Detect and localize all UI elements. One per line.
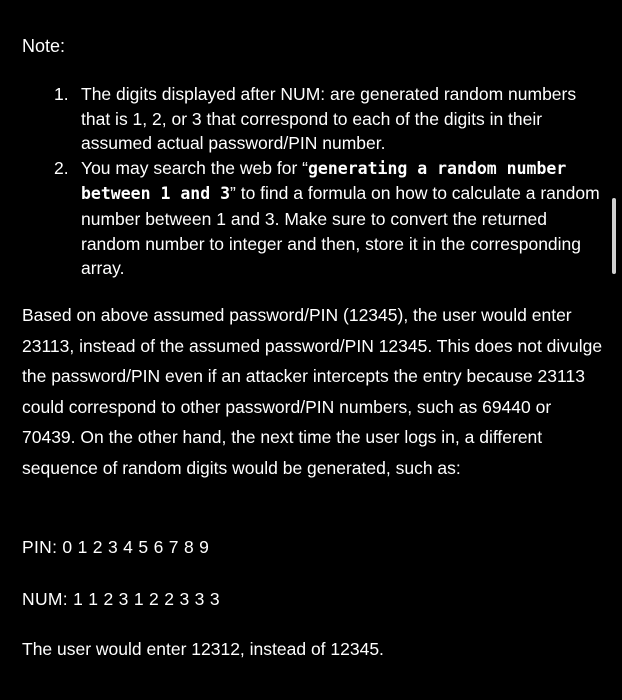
scrollbar-thumb[interactable] [612, 198, 616, 274]
num-line: NUM: 1 1 2 3 1 2 2 3 3 3 [22, 589, 220, 609]
note-heading: Note: [22, 36, 66, 56]
note-item-1 [54, 82, 602, 156]
explanation-paragraph: Based on above assumed password/PIN (12345), the user would enter 23113, instead of the assumed password/PIN 12345. This does not divulge the password/PIN even if an attacker intercepts the entry because 23113 could correspond to other password/PIN numbers, such as 69440 or 70439. On the other hand, the next time the user logs in, a different sequence of random digits would be generated, such as: [22, 305, 603, 478]
conclusion-text: The user would enter 12312, instead of 12345. [22, 639, 384, 659]
note-item-number: 2. [54, 157, 69, 178]
note-item-text: The digits displayed after NUM: are generated random numbers that is 1, 2, or 3 that correspond to each of the digits in their assumed actual password/PIN number. [81, 84, 577, 154]
note-item-2 [54, 156, 602, 281]
pin-line: PIN: 0 1 2 3 4 5 6 7 8 9 [22, 537, 210, 557]
note-item-text-after: ” to find a formula on how to calculate a random number between 1 and 3. Make sure to convert the returned random number to integer and then, store it in the corresponding array. [81, 183, 600, 279]
note-item-text-before: You may search the web for “ [81, 157, 308, 178]
search-phrase-code: generating a random number between 1 and 3 [81, 158, 567, 204]
note-item-number: 1. [54, 84, 69, 104]
note-list [54, 82, 602, 281]
